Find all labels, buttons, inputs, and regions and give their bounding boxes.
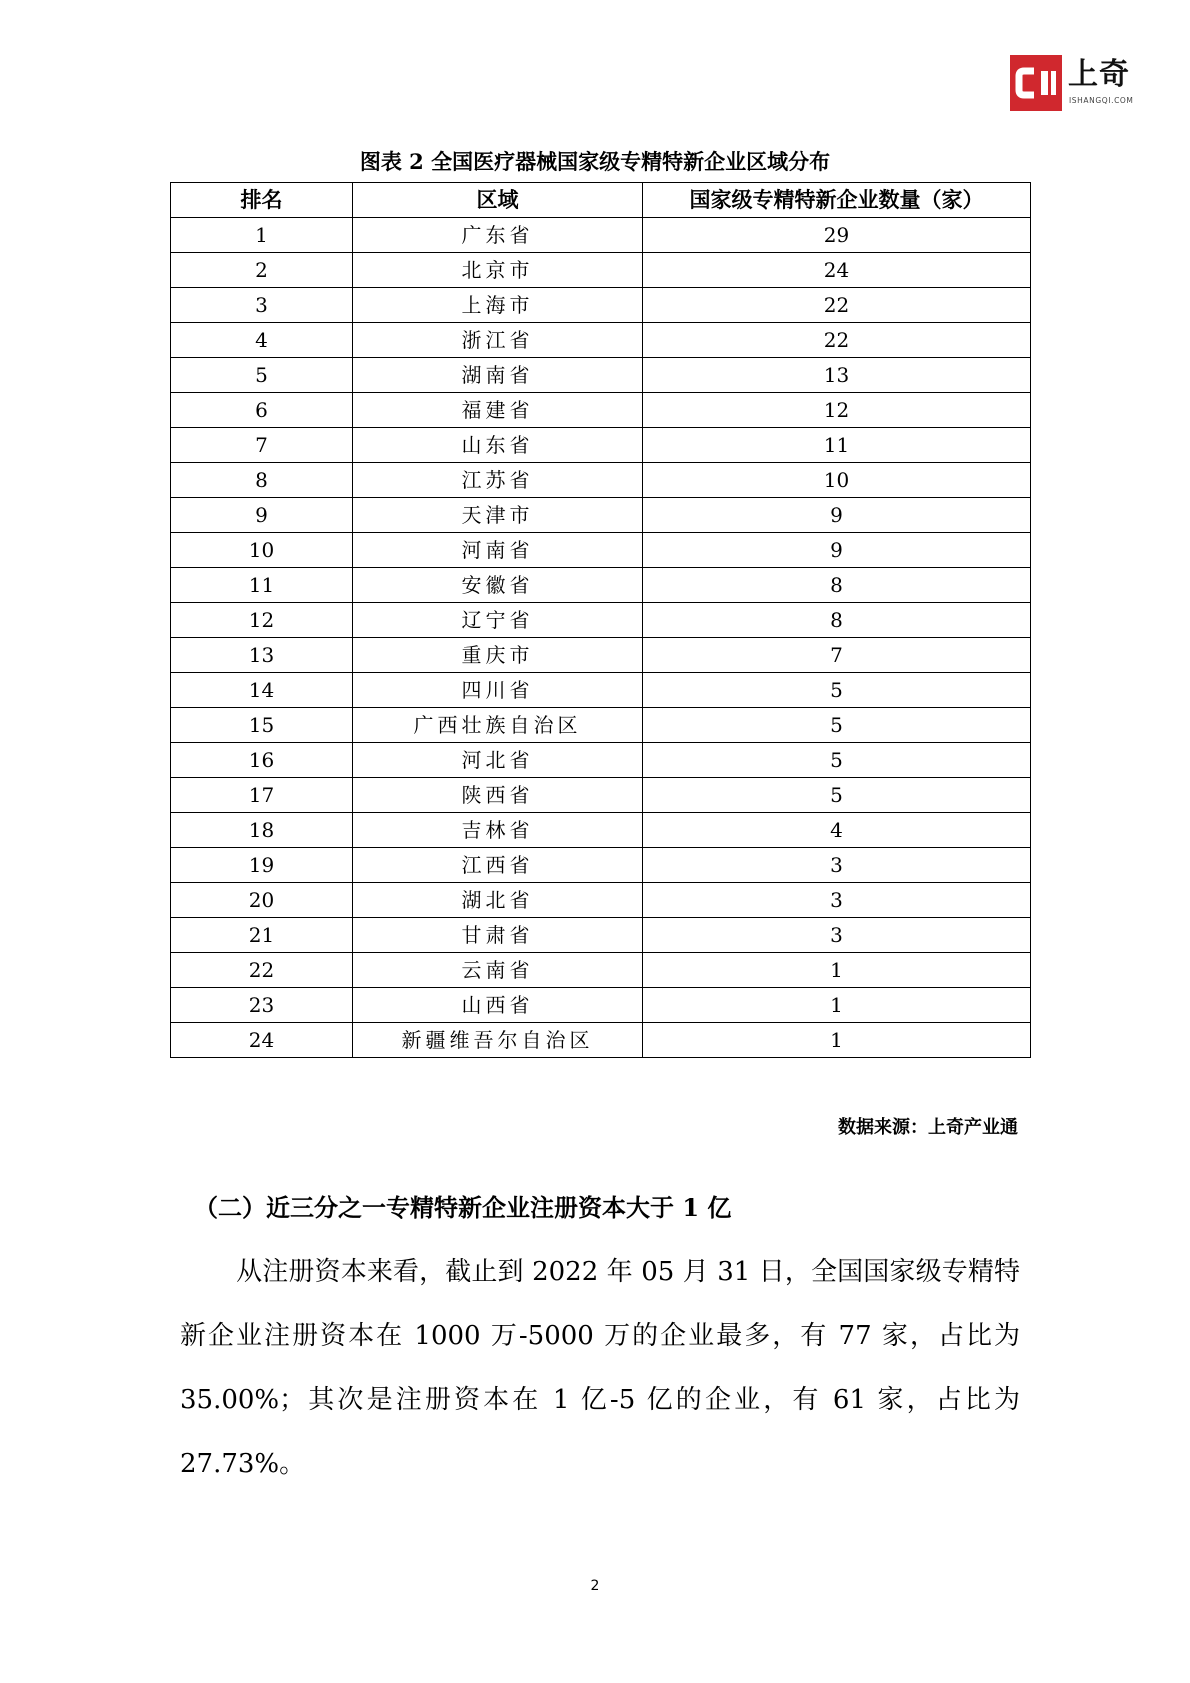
count-cell: 3 — [643, 883, 1031, 918]
region-cell: 浙江省 — [353, 323, 643, 358]
section-heading: （二）近三分之一专精特新企业注册资本大于 1 亿 — [194, 1193, 732, 1222]
region-cell: 辽宁省 — [353, 603, 643, 638]
region-cell: 福建省 — [353, 393, 643, 428]
table-row — [171, 988, 1031, 1023]
logo-title: 上奇 — [1068, 57, 1130, 92]
region-cell: 广西壮族自治区 — [353, 708, 643, 743]
table-row — [171, 393, 1031, 428]
table-row — [171, 253, 1031, 288]
region-cell: 新疆维吾尔自治区 — [353, 1023, 643, 1058]
region-cell: 广东省 — [353, 218, 643, 253]
rank-cell: 16 — [171, 743, 353, 778]
rank-cell: 4 — [171, 323, 353, 358]
rank-cell: 21 — [171, 918, 353, 953]
rank-cell: 9 — [171, 498, 353, 533]
count-cell: 1 — [643, 1023, 1031, 1058]
count-cell: 29 — [643, 218, 1031, 253]
count-cell: 3 — [643, 918, 1031, 953]
count-cell: 3 — [643, 848, 1031, 883]
count-cell: 9 — [643, 533, 1031, 568]
count-cell: 4 — [643, 813, 1031, 848]
count-cell: 9 — [643, 498, 1031, 533]
table-row — [171, 603, 1031, 638]
count-cell: 1 — [643, 988, 1031, 1023]
rank-cell: 18 — [171, 813, 353, 848]
count-cell: 22 — [643, 288, 1031, 323]
count-cell: 22 — [643, 323, 1031, 358]
table-row — [171, 463, 1031, 498]
region-cell: 山东省 — [353, 428, 643, 463]
rank-cell: 6 — [171, 393, 353, 428]
rank-cell: 14 — [171, 673, 353, 708]
rank-cell: 17 — [171, 778, 353, 813]
logo-mark-icon — [1010, 55, 1062, 111]
table-row — [171, 883, 1031, 918]
table-row — [171, 673, 1031, 708]
rank-cell: 22 — [171, 953, 353, 988]
count-cell: 5 — [643, 743, 1031, 778]
table-row — [171, 953, 1031, 988]
table-row — [171, 428, 1031, 463]
count-cell: 7 — [643, 638, 1031, 673]
table-row — [171, 848, 1031, 883]
table-row — [171, 288, 1031, 323]
rank-cell: 12 — [171, 603, 353, 638]
table-row — [171, 323, 1031, 358]
rank-cell: 19 — [171, 848, 353, 883]
count-cell: 1 — [643, 953, 1031, 988]
table-row — [171, 1023, 1031, 1058]
logo-subtitle: ISHANGQI.COM — [1069, 96, 1134, 105]
region-distribution-table — [170, 182, 1031, 1058]
count-cell: 12 — [643, 393, 1031, 428]
rank-cell: 5 — [171, 358, 353, 393]
body-paragraph-text: 从注册资本来看，截止到 2022 年 05 月 31 日，全国国家级专精特新企业注册资本在 1000 万-5000 万的企业最多，有 77 家，占比为 35.00%；其次是注册资本在 1 亿-5 亿的企业，有 61 家，占比为 27.73%。 — [180, 1257, 1020, 1479]
region-cell: 上海市 — [353, 288, 643, 323]
header-count: 国家级专精特新企业数量（家） — [643, 183, 1031, 218]
region-cell: 安徽省 — [353, 568, 643, 603]
table-row — [171, 568, 1031, 603]
rank-cell: 20 — [171, 883, 353, 918]
table-row — [171, 498, 1031, 533]
rank-cell: 23 — [171, 988, 353, 1023]
region-cell: 山西省 — [353, 988, 643, 1023]
region-cell: 湖南省 — [353, 358, 643, 393]
count-cell: 8 — [643, 568, 1031, 603]
region-cell: 陕西省 — [353, 778, 643, 813]
region-cell: 江苏省 — [353, 463, 643, 498]
region-cell: 吉林省 — [353, 813, 643, 848]
table-row — [171, 813, 1031, 848]
logo — [1010, 55, 1150, 115]
rank-cell: 2 — [171, 253, 353, 288]
count-cell: 24 — [643, 253, 1031, 288]
region-cell: 河北省 — [353, 743, 643, 778]
table-header-row — [171, 183, 1031, 218]
count-cell: 8 — [643, 603, 1031, 638]
region-cell: 甘肃省 — [353, 918, 643, 953]
region-cell: 四川省 — [353, 673, 643, 708]
rank-cell: 13 — [171, 638, 353, 673]
table-row — [171, 743, 1031, 778]
table-row — [171, 358, 1031, 393]
count-cell: 13 — [643, 358, 1031, 393]
rank-cell: 11 — [171, 568, 353, 603]
data-source: 数据来源：上奇产业通 — [838, 1117, 1018, 1138]
rank-cell: 1 — [171, 218, 353, 253]
region-cell: 重庆市 — [353, 638, 643, 673]
count-cell: 11 — [643, 428, 1031, 463]
rank-cell: 3 — [171, 288, 353, 323]
count-cell: 5 — [643, 708, 1031, 743]
rank-cell: 15 — [171, 708, 353, 743]
table-caption: 图表 2 全国医疗器械国家级专精特新企业区域分布 — [359, 149, 831, 174]
table-row — [171, 638, 1031, 673]
region-cell: 北京市 — [353, 253, 643, 288]
rank-cell: 7 — [171, 428, 353, 463]
table-row — [171, 918, 1031, 953]
region-cell: 江西省 — [353, 848, 643, 883]
header-rank: 排名 — [171, 183, 353, 218]
page-number: 2 — [590, 1578, 600, 1594]
header-region: 区域 — [353, 183, 643, 218]
table-row — [171, 218, 1031, 253]
region-cell: 湖北省 — [353, 883, 643, 918]
count-cell: 5 — [643, 778, 1031, 813]
region-cell: 天津市 — [353, 498, 643, 533]
table-row — [171, 708, 1031, 743]
table-row — [171, 778, 1031, 813]
region-cell: 河南省 — [353, 533, 643, 568]
count-cell: 10 — [643, 463, 1031, 498]
rank-cell: 24 — [171, 1023, 353, 1058]
rank-cell: 8 — [171, 463, 353, 498]
body-paragraph — [180, 1240, 1020, 1496]
region-cell: 云南省 — [353, 953, 643, 988]
rank-cell: 10 — [171, 533, 353, 568]
table-row — [171, 533, 1031, 568]
count-cell: 5 — [643, 673, 1031, 708]
